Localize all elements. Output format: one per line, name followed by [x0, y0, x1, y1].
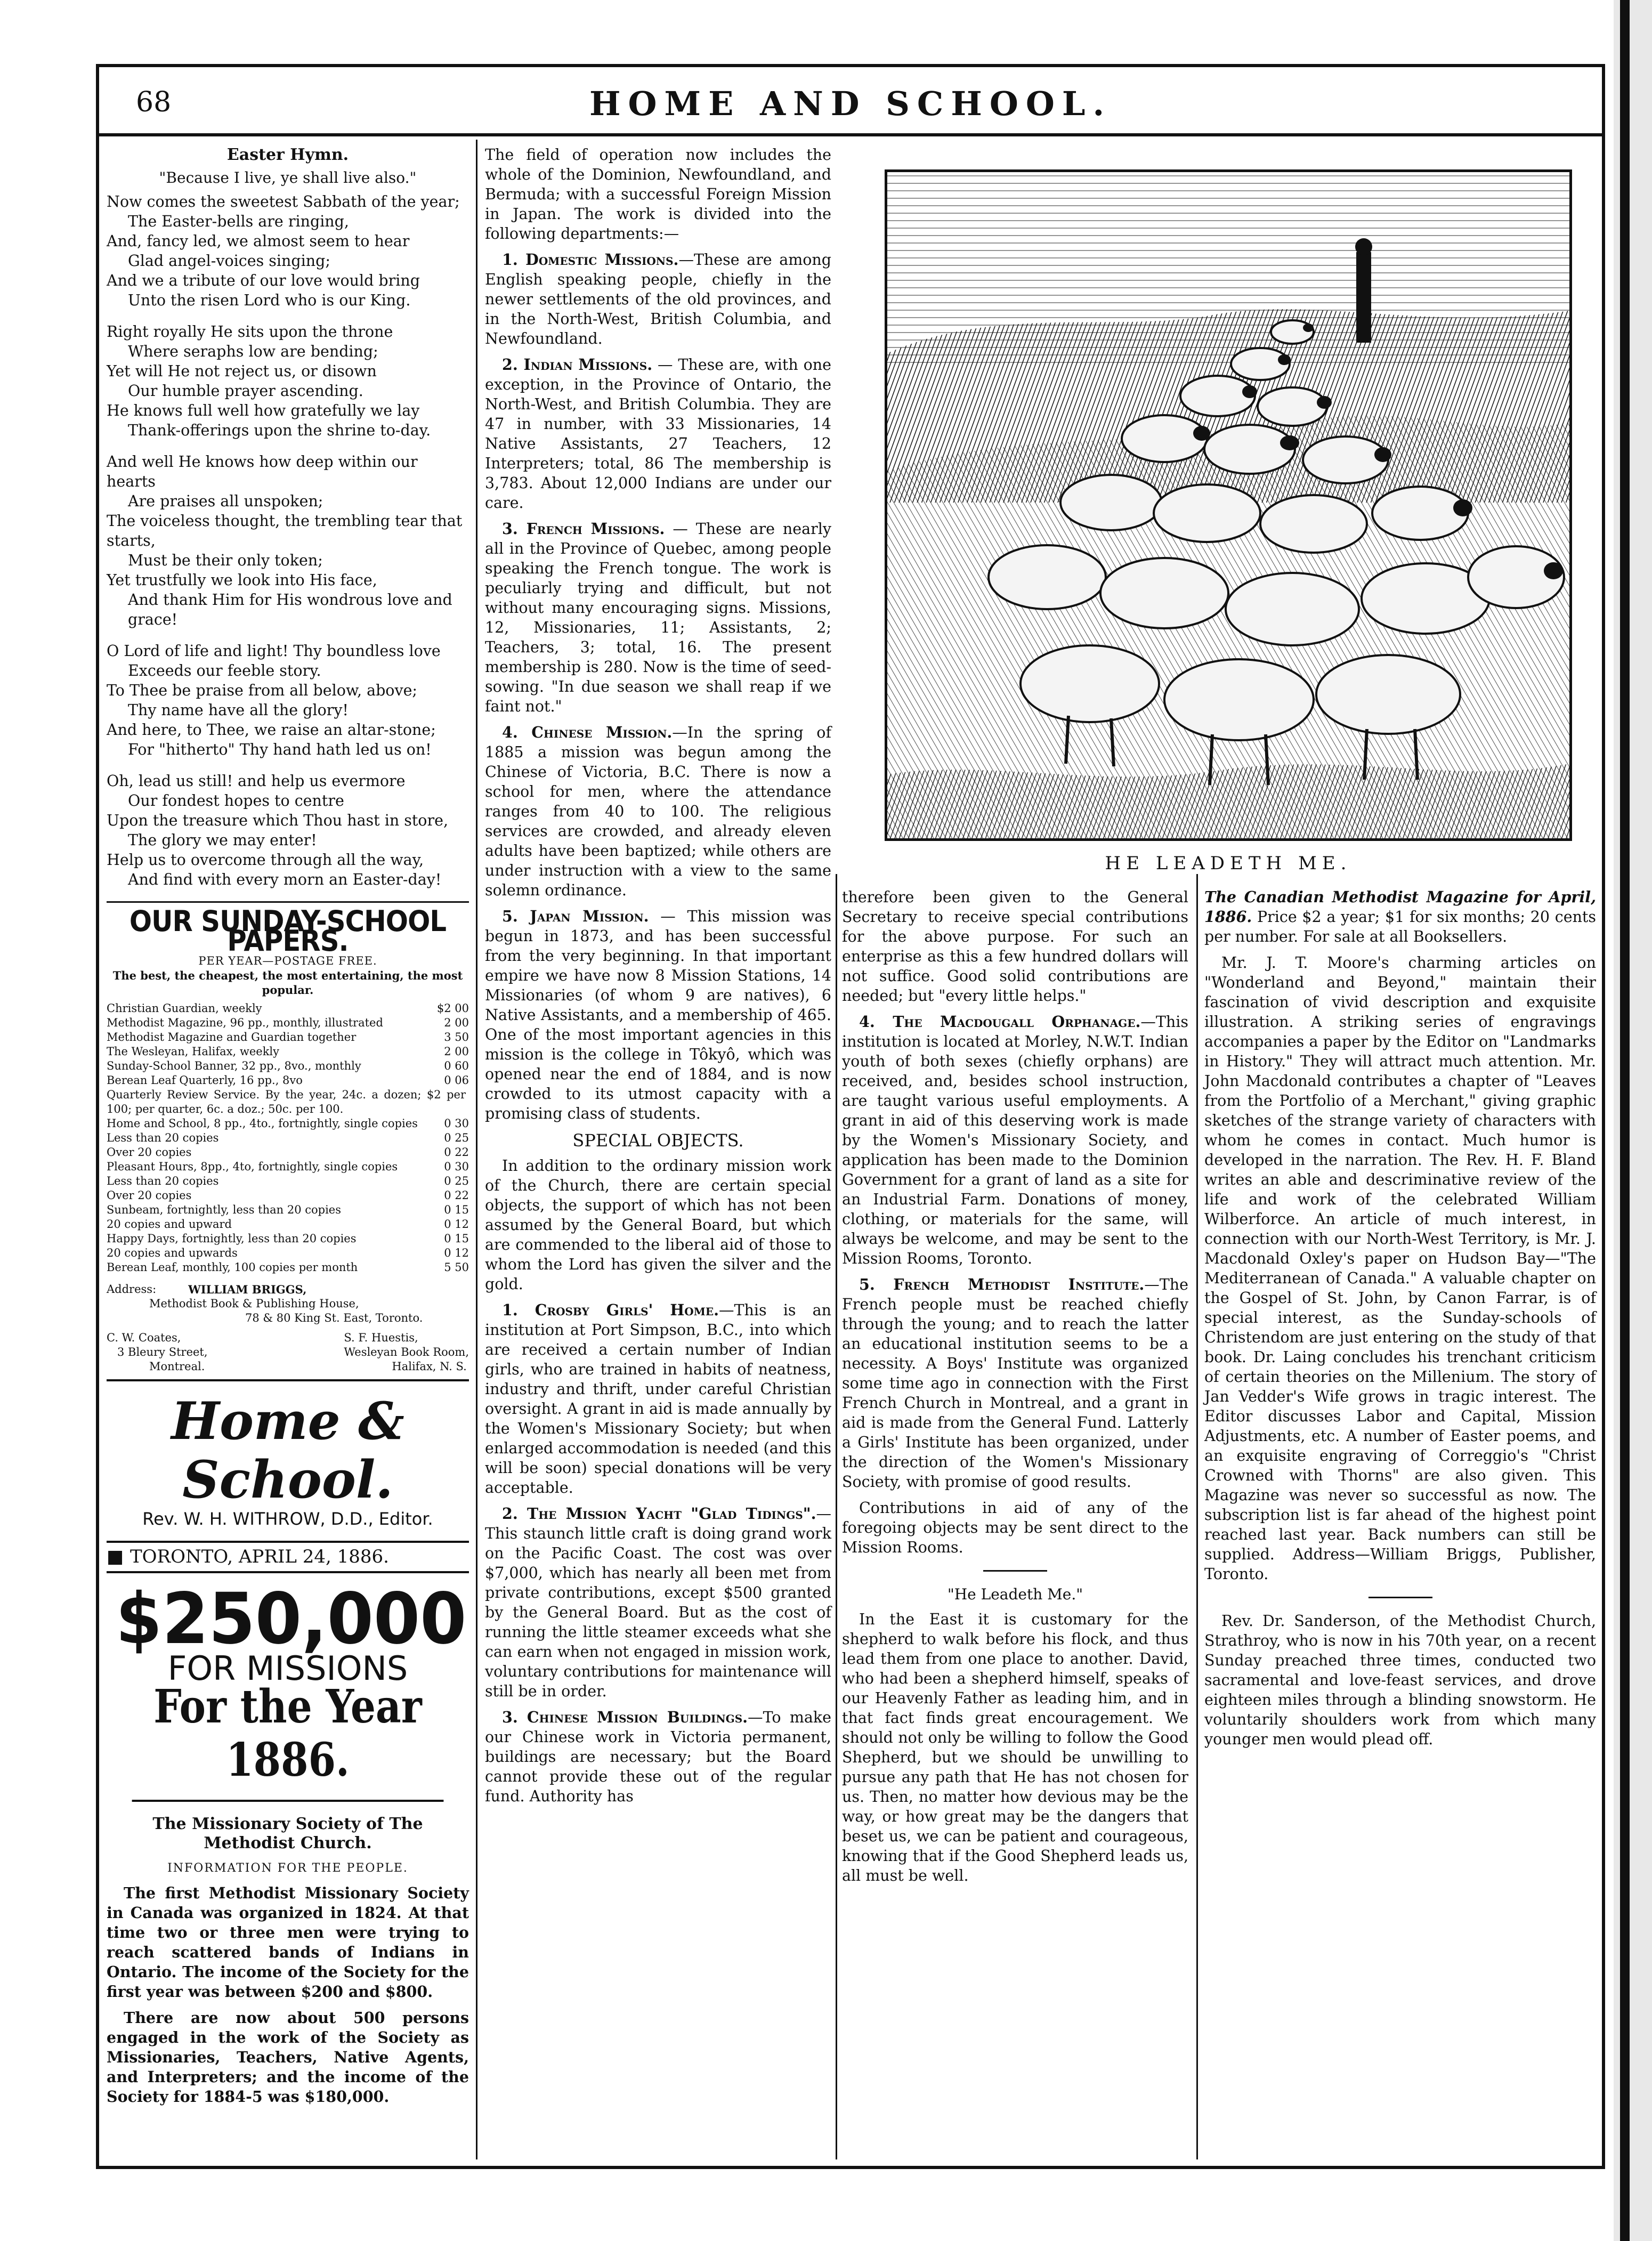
institution-item-text: —The French people must be reached chiefly through the young; and to reach the latter an educational institution seems to be a necessity. A Boys' Institute was organized some time ago in connection with the First French Church in Montreal, and a grant in aid is made from the General Fund. Latterly a Girls' Institute has been organized, under the direction of the Women's Missionary Society, with promise of good results.	[842, 1276, 1188, 1491]
poem-stanza	[107, 771, 469, 889]
price-row	[107, 1232, 469, 1246]
price-value: 0 12	[444, 1218, 469, 1231]
special-object-item-text: —This is an institution at Port Simpson, B.C., into which are received a certain number of Indian girls, who are trained in habits of neatness, industry and thrift, under careful Christian oversight. A grant in aid is made annually by the Women's Missionary Society; but when enlarged accommodation is needed (and this will be soon) special donations will be very acceptable.	[485, 1301, 831, 1496]
price-item: Methodist Magazine and Guardian together	[107, 1031, 357, 1043]
grass-tufts	[887, 764, 1569, 838]
department-item	[485, 723, 831, 900]
institutions-list	[842, 1012, 1188, 1492]
special-objects-list	[485, 1300, 831, 1806]
price-value: 0 25	[444, 1175, 469, 1187]
department-item-heading: 5. Japan Mission.	[502, 907, 649, 925]
poem-epigraph: "Because I live, ye shall live also."	[159, 169, 417, 187]
price-row	[107, 1174, 469, 1188]
price-item: Quarterly Review Service. By the year, 24c. a dozen; $2 per 100; per quarter, 6c. a doz.; 50c. per 100.	[107, 1088, 466, 1115]
agent-halifax-room: Wesleyan Book Room,	[344, 1346, 469, 1358]
spine-shadow	[1620, 0, 1630, 2241]
price-value	[466, 1088, 469, 1117]
sheep-engraving	[885, 169, 1572, 841]
department-list	[485, 250, 831, 1123]
page-number: 68	[136, 86, 172, 118]
price-value: 0 15	[444, 1232, 469, 1245]
poem-line: The Easter-bells are ringing,	[128, 213, 349, 230]
price-value: 0 15	[444, 1203, 469, 1216]
price-row	[107, 1016, 469, 1030]
price-row	[107, 1160, 469, 1174]
special-object-item	[485, 1300, 831, 1498]
department-item-text: —In the spring of 1885 a mission was begun among the Chinese of Victoria, B.C. There is now a school for men, where the attendance ranges from 40 to 100. The religious services are crowded, and already eleven adults have been baptized; while others are under instruction with a view to the same solemn ordinance.	[485, 724, 831, 899]
shepherd-figure	[1356, 252, 1371, 343]
poem-line: He knows full well how gratefully we lay	[107, 402, 420, 419]
magazine-price: Price $2 a year; $1 for six months; 20 cents per number. For sale at all Booksellers.	[1204, 908, 1597, 945]
price-item: Happy Days, fortnightly, less than 20 copies	[107, 1232, 357, 1245]
price-item: Berean Leaf, monthly, 100 copies per month	[107, 1261, 358, 1274]
column-1	[107, 145, 469, 2113]
magazine-review: Mr. J. T. Moore's charming articles on "Wonderland and Beyond," maintain their fascination of vivid description and exquisite illustration. A striking series of engravings accompanies a paper by the Editor on "Landmarks in History." They will attract much attention. Mr. John Macdonald contributes a chapter of "Leaves from the Portfolio of a Merchant," giving graphic sketches of the strange variety of characters with whom he comes in contact. Much humor is developed in the narration. The Rev. H. F. Bland writes an able and descriminative review of the life and work of the celebrated William Wilberforce. An article of much interest, in connection with our North-West Territory, is Mr. J. Macdonald Oxley's paper on Hudson Bay—"The Mediterranean of Canada." A valuable chapter on the Gospel of St. John, by Canon Farrar, is of special interest, as the Sunday-schools of Christendom are just entering on the study of that book. Dr. Laing concludes his trenchant criticism of certain theories on the Millenium. The story of Jan Vedder's Wife grows in tragic interest. The Editor discusses Labor and Capital, Mission Adjustments, etc. A number of Easter poems, and an exquisite engraving of Correggio's "Christ Crowned with Thorns" are also given. This Magazine was never so successful as now. The subscription list is far ahead of the highest point reached last year. Back numbers can still be supplied. Address—William Briggs, Publisher, Toronto.	[1204, 954, 1596, 1583]
divider	[107, 901, 469, 903]
poem-line: And thank Him for His wondrous love and grace!	[128, 591, 452, 628]
departments-intro: The field of operation now includes the whole of the Dominion, Newfoundland, and Bermuda; with a successful Foreign Mission in Japan. The work is divided into the following departments:—	[485, 146, 831, 242]
poem-line: Upon the treasure which Thou hast in store,	[107, 812, 449, 829]
price-row	[107, 1030, 469, 1045]
poem-line: To Thee be praise from all below, above;	[107, 682, 418, 699]
column-rule-2	[836, 874, 837, 2159]
poem-line: Unto the risen Lord who is our King.	[128, 292, 411, 309]
price-list	[107, 1001, 469, 1275]
price-item: Over 20 copies	[107, 1189, 192, 1202]
institution-item-heading: 5. French Methodist Institute.	[859, 1275, 1145, 1293]
special-object-item-heading: 3. Chinese Mission Buildings.	[502, 1708, 748, 1726]
agent-montreal-city: Montreal.	[149, 1360, 205, 1373]
poem-line: Yet will He not reject us, or disown	[107, 362, 377, 380]
price-value: 0 30	[444, 1117, 469, 1130]
poem-line: For "hitherto" Thy hand hath led us on!	[128, 741, 432, 758]
price-row	[107, 1073, 469, 1088]
special-object-item-text: —To make our Chinese work in Victoria permanent, buildings are necessary; but the Board cannot provide these out of the regular fund. Authority has	[485, 1709, 831, 1805]
article-title: "He Leadeth Me."	[947, 1585, 1083, 1603]
society-paragraph-1: The first Methodist Missionary Society in Canada was organized in 1824. At that time two or three men were trying to reach scattered bands of Indians in Ontario. The income of the Society for the first year was between $200 and $800.	[107, 1884, 469, 2001]
price-item: Home and School, 8 pp., 4to., fortnightly, single copies	[107, 1117, 418, 1130]
department-item	[485, 250, 831, 349]
special-objects-heading: SPECIAL OBJECTS.	[572, 1130, 744, 1151]
price-item: Methodist Magazine, 96 pp., monthly, illustrated	[107, 1016, 383, 1029]
institution-item-heading: 4. The Macdougall Orphanage.	[859, 1013, 1141, 1031]
department-item-text: —These are among English speaking people, chiefly in the newer settlements of the old provinces, and in the North-West, British Columbia, and Newfoundland.	[485, 251, 831, 347]
papers-tagline: The best, the cheapest, the most entertaining, the most popular.	[112, 969, 463, 997]
poem-line: And we a tribute of our love would bring	[107, 272, 420, 289]
sheep-illustration	[887, 172, 1569, 838]
special-object-item-text: —This staunch little craft is doing grand work on the Pacific Coast. The cost was over $7,000, which has nearly all been met from private contributions, except $500 granted by the General Board. But as the cost of running the little steamer exceeds what she can earn when not engaged in mission work, voluntary contributions for maintenance will still be in order.	[485, 1505, 831, 1700]
address-line-1: Methodist Book & Publishing House,	[149, 1297, 359, 1310]
poem-line: Our fondest hopes to centre	[128, 792, 344, 810]
papers-heading: OUR SUNDAY-SCHOOL PAPERS.	[129, 904, 447, 958]
poem-line: Our humble prayer ascending.	[128, 382, 363, 400]
address-label: Address:	[107, 1283, 157, 1296]
column-2	[485, 145, 831, 1813]
poem-line: Are praises all unspoken;	[128, 492, 323, 510]
address-line-2: 78 & 80 King St. East, Toronto.	[245, 1312, 423, 1324]
illustration-caption: HE LEADETH ME.	[1105, 853, 1352, 874]
society-paragraph-2: There are now about 500 persons engaged in the work of the Society as Missionaries, Teachers, Native Agents, and Interpreters; and the income of the Society for 1884-5 was $180,000.	[107, 2009, 469, 2106]
address-name: WILLIAM BRIGGS,	[188, 1283, 307, 1296]
sanderson-notice: Rev. Dr. Sanderson, of the Methodist Church, Strathroy, who is now in his 70th year, on a recent Sunday preached three times, conducted two sacramental and love-feast services, and drove eighteen miles through a blinding snowstorm. He voluntarily shoulders work from which many younger men would plead off.	[1204, 1612, 1596, 1748]
price-value: 0 06	[444, 1074, 469, 1087]
price-value: 0 12	[444, 1247, 469, 1259]
papers-subheading: PER YEAR—POSTAGE FREE.	[198, 954, 377, 967]
dateline-text: TORONTO, APRIL 24, 1886.	[129, 1546, 389, 1567]
poem-line: And, fancy led, we almost seem to hear	[107, 232, 410, 250]
masthead: Home & School.	[171, 1391, 404, 1510]
poem-body	[107, 192, 469, 889]
price-value: 0 30	[444, 1160, 469, 1173]
poem-line: Right royally He sits upon the throne	[107, 323, 393, 341]
price-row	[107, 1217, 469, 1232]
page-header	[99, 69, 1602, 136]
price-item: Pleasant Hours, 8pp., 4to, fortnightly, single copies	[107, 1160, 398, 1173]
editor-line: Rev. W. H. WITHROW, D.D., Editor.	[142, 1509, 433, 1529]
divider	[1368, 1597, 1432, 1598]
price-value: 0 60	[444, 1059, 469, 1072]
price-value: 5 50	[444, 1261, 469, 1274]
price-value: 0 25	[444, 1131, 469, 1144]
price-row	[107, 1260, 469, 1275]
special-object-item	[485, 1504, 831, 1701]
price-row	[107, 1001, 469, 1016]
poem-line: The voiceless thought, the trembling tear that starts,	[107, 512, 463, 549]
book-spine	[1614, 0, 1652, 2241]
price-value: 2 00	[444, 1016, 469, 1029]
price-row	[107, 1045, 469, 1059]
price-item: 20 copies and upwards	[107, 1247, 238, 1259]
poem-stanza	[107, 322, 469, 440]
article-body: In the East it is customary for the shepherd to walk before his flock, and thus lead them from one place to another. David, who had been a shepherd himself, speaks of our Heavenly Father as leading him, and in that fact finds great encouragement. We should not only be willing to follow the Good Shepherd, but we should be unwilling to pursue any path that He has not chosen for us. Then, no matter how devious may be the way, or how great may be the dangers that beset us, we can be patient and courageous, knowing that if the Good Shepherd leads us, all must be well.	[842, 1611, 1188, 1884]
department-item	[485, 355, 831, 513]
magazine-notice	[1204, 887, 1596, 946]
price-row	[107, 1203, 469, 1217]
shepherd-head	[1355, 238, 1372, 255]
info-heading: INFORMATION FOR THE PEOPLE.	[167, 1862, 408, 1875]
price-row	[107, 1145, 469, 1160]
column-rule-1	[476, 140, 477, 2159]
price-item: Less than 20 copies	[107, 1175, 219, 1187]
poem-line: And here, to Thee, we raise an altar-stone;	[107, 721, 436, 739]
agent-montreal-street: 3 Bleury Street,	[117, 1346, 208, 1358]
poem-line: Help us to overcome through all the way,	[107, 851, 424, 869]
running-title: HOME AND SCHOOL.	[589, 84, 1112, 123]
for-missions: FOR MISSIONS	[167, 1649, 408, 1688]
divider	[107, 1379, 469, 1381]
institution-item	[842, 1012, 1188, 1268]
dateline: ■ TORONTO, APRIL 24, 1886.	[107, 1541, 469, 1573]
poem-title: Easter Hymn.	[226, 145, 349, 164]
special-object-item	[485, 1708, 831, 1806]
big-amount: $250,000	[116, 1578, 467, 1660]
department-item-heading: 3. French Missions.	[502, 520, 665, 538]
poem-line: Oh, lead us still! and help us evermore	[107, 772, 406, 790]
price-item: The Wesleyan, Halifax, weekly	[107, 1045, 280, 1058]
contributions-note: Contributions in aid of any of the foregoing objects may be sent direct to the Mission Rooms.	[842, 1499, 1188, 1556]
price-row	[107, 1059, 469, 1073]
publisher-address	[107, 1282, 469, 1297]
institution-item-text: —This institution is located at Morley, N.W.T. Indian youth of both sexes (chiefly orphans) are received, and, besides school instruction, are taught various useful employments. A grant in aid of this deserving work is made by the Women's Missionary Society, and application has been made to the Dominion Government for a grant of land as a site for an Industrial Farm. Donations of money, clothing, or materials for the same, will always be welcome, and may be sent to the Mission Rooms, Toronto.	[842, 1013, 1188, 1267]
price-item: Over 20 copies	[107, 1146, 192, 1159]
poem-line: Thank-offerings upon the shrine to-day.	[128, 422, 431, 439]
price-item: Berean Leaf Quarterly, 16 pp., 8vo	[107, 1074, 303, 1087]
price-value: 0 22	[444, 1146, 469, 1159]
agent-halifax-city: Halifax, N. S.	[392, 1360, 467, 1373]
price-row	[107, 1088, 469, 1117]
department-item-heading: 1. Domestic Missions.	[502, 250, 679, 269]
department-item-text: — These are nearly all in the Province of Quebec, among people speaking the French tongue. The work is peculiarly trying and difficult, but not without many encouraging signs. Missions, 12, Missionaries, 11; Assistants, 2; Teachers, 3; total, 16. The present membership is 280. Now is the time of seed-sowing. "In due season we shall reap if we faint not."	[485, 520, 831, 715]
agent-halifax-name: S. F. Huestis,	[344, 1331, 418, 1344]
continued-paragraph: therefore been given to the General Secretary to receive special contributions for the above purpose. For such an enterprise as this a few hundred dollars will not suffice. Good solid contributions are needed; but "every little helps."	[842, 888, 1188, 1005]
price-item: Sunbeam, fortnightly, less than 20 copies	[107, 1203, 341, 1216]
column-3	[842, 887, 1188, 1892]
poem-line: Exceeds our feeble story.	[128, 662, 321, 679]
poem-line: Where seraphs low are bending;	[128, 343, 378, 360]
institution-item	[842, 1275, 1188, 1492]
column-rule-3	[1196, 874, 1198, 2159]
agent-montreal-name: C. W. Coates,	[107, 1331, 181, 1344]
poem-line: Must be their only token;	[128, 552, 323, 569]
price-value: $2 00	[436, 1002, 469, 1015]
price-value: 2 00	[444, 1045, 469, 1058]
poem-stanza	[107, 192, 469, 310]
poem-line: O Lord of life and light! Thy boundless love	[107, 642, 441, 660]
department-item-heading: 4. Chinese Mission.	[502, 723, 673, 741]
poem-stanza	[107, 452, 469, 629]
department-item-heading: 2. Indian Missions.	[502, 355, 653, 374]
special-objects-intro: In addition to the ordinary mission work of the Church, there are certain special objects, the support of which has not been assumed by the General Board, but which are commended to the liberal aid of those to whom the Lord has given the silver and the gold.	[485, 1157, 831, 1293]
price-row	[107, 1131, 469, 1145]
poem-line: Yet trustfully we look into His face,	[107, 571, 377, 589]
agent-halifax	[344, 1331, 469, 1374]
price-row	[107, 1246, 469, 1260]
price-row	[107, 1117, 469, 1131]
price-row	[107, 1188, 469, 1203]
for-year: For the Year 1886.	[132, 1680, 444, 1802]
department-item	[485, 907, 831, 1123]
agent-montreal	[107, 1331, 208, 1374]
price-item: Sunday-School Banner, 32 pp., 8vo., monthly	[107, 1059, 361, 1072]
price-item: Christian Guardian, weekly	[107, 1002, 262, 1015]
agents	[107, 1331, 469, 1374]
poem-stanza	[107, 641, 469, 759]
divider	[983, 1570, 1047, 1572]
department-item	[485, 519, 831, 716]
price-item: 20 copies and upward	[107, 1218, 232, 1231]
society-heading: The Missionary Society of The Methodist Church.	[152, 1815, 423, 1852]
poem-line: And well He knows how deep within our hearts	[107, 453, 418, 490]
poem-line: Now comes the sweetest Sabbath of the year;	[107, 193, 460, 211]
price-value: 0 22	[444, 1189, 469, 1202]
column-4	[1204, 887, 1596, 1755]
poem-line: Thy name have all the glory!	[128, 701, 349, 719]
price-item: Less than 20 copies	[107, 1131, 219, 1144]
poem-line: And find with every morn an Easter-day!	[128, 871, 442, 888]
magazine-title: The Canadian Methodist Magazine for April, 1886.	[1204, 888, 1596, 926]
poem-line: Glad angel-voices singing;	[128, 252, 330, 270]
special-object-item-heading: 2. The Mission Yacht "Glad Tidings".	[502, 1504, 816, 1523]
special-object-item-heading: 1. Crosby Girls' Home.	[502, 1301, 719, 1319]
poem-line: The glory we may enter!	[128, 831, 317, 849]
department-item-text: — These are, with one exception, in the Province of Ontario, the North-West, and British Columbia. They are 47 in number, with 33 Missionaries, 14 Native Assistants, 27 Teachers, 12 Interpreters; total, 86 The membership is 3,783. About 12,000 Indians are under our care.	[485, 356, 831, 512]
department-item-text: — This mission was begun in 1873, and has been successful from the very beginning. In that important empire we have now 8 Mission Stations, 14 Missionaries (of whom 9 are natives), 6 Native Assistants, and a membership of 465. One of the most important agencies in this mission is the college in Tôkyô, which was opened near the end of 1884, and is now crowded to its utmost capacity with a promising class of students.	[485, 908, 831, 1122]
price-value: 3 50	[444, 1031, 469, 1043]
